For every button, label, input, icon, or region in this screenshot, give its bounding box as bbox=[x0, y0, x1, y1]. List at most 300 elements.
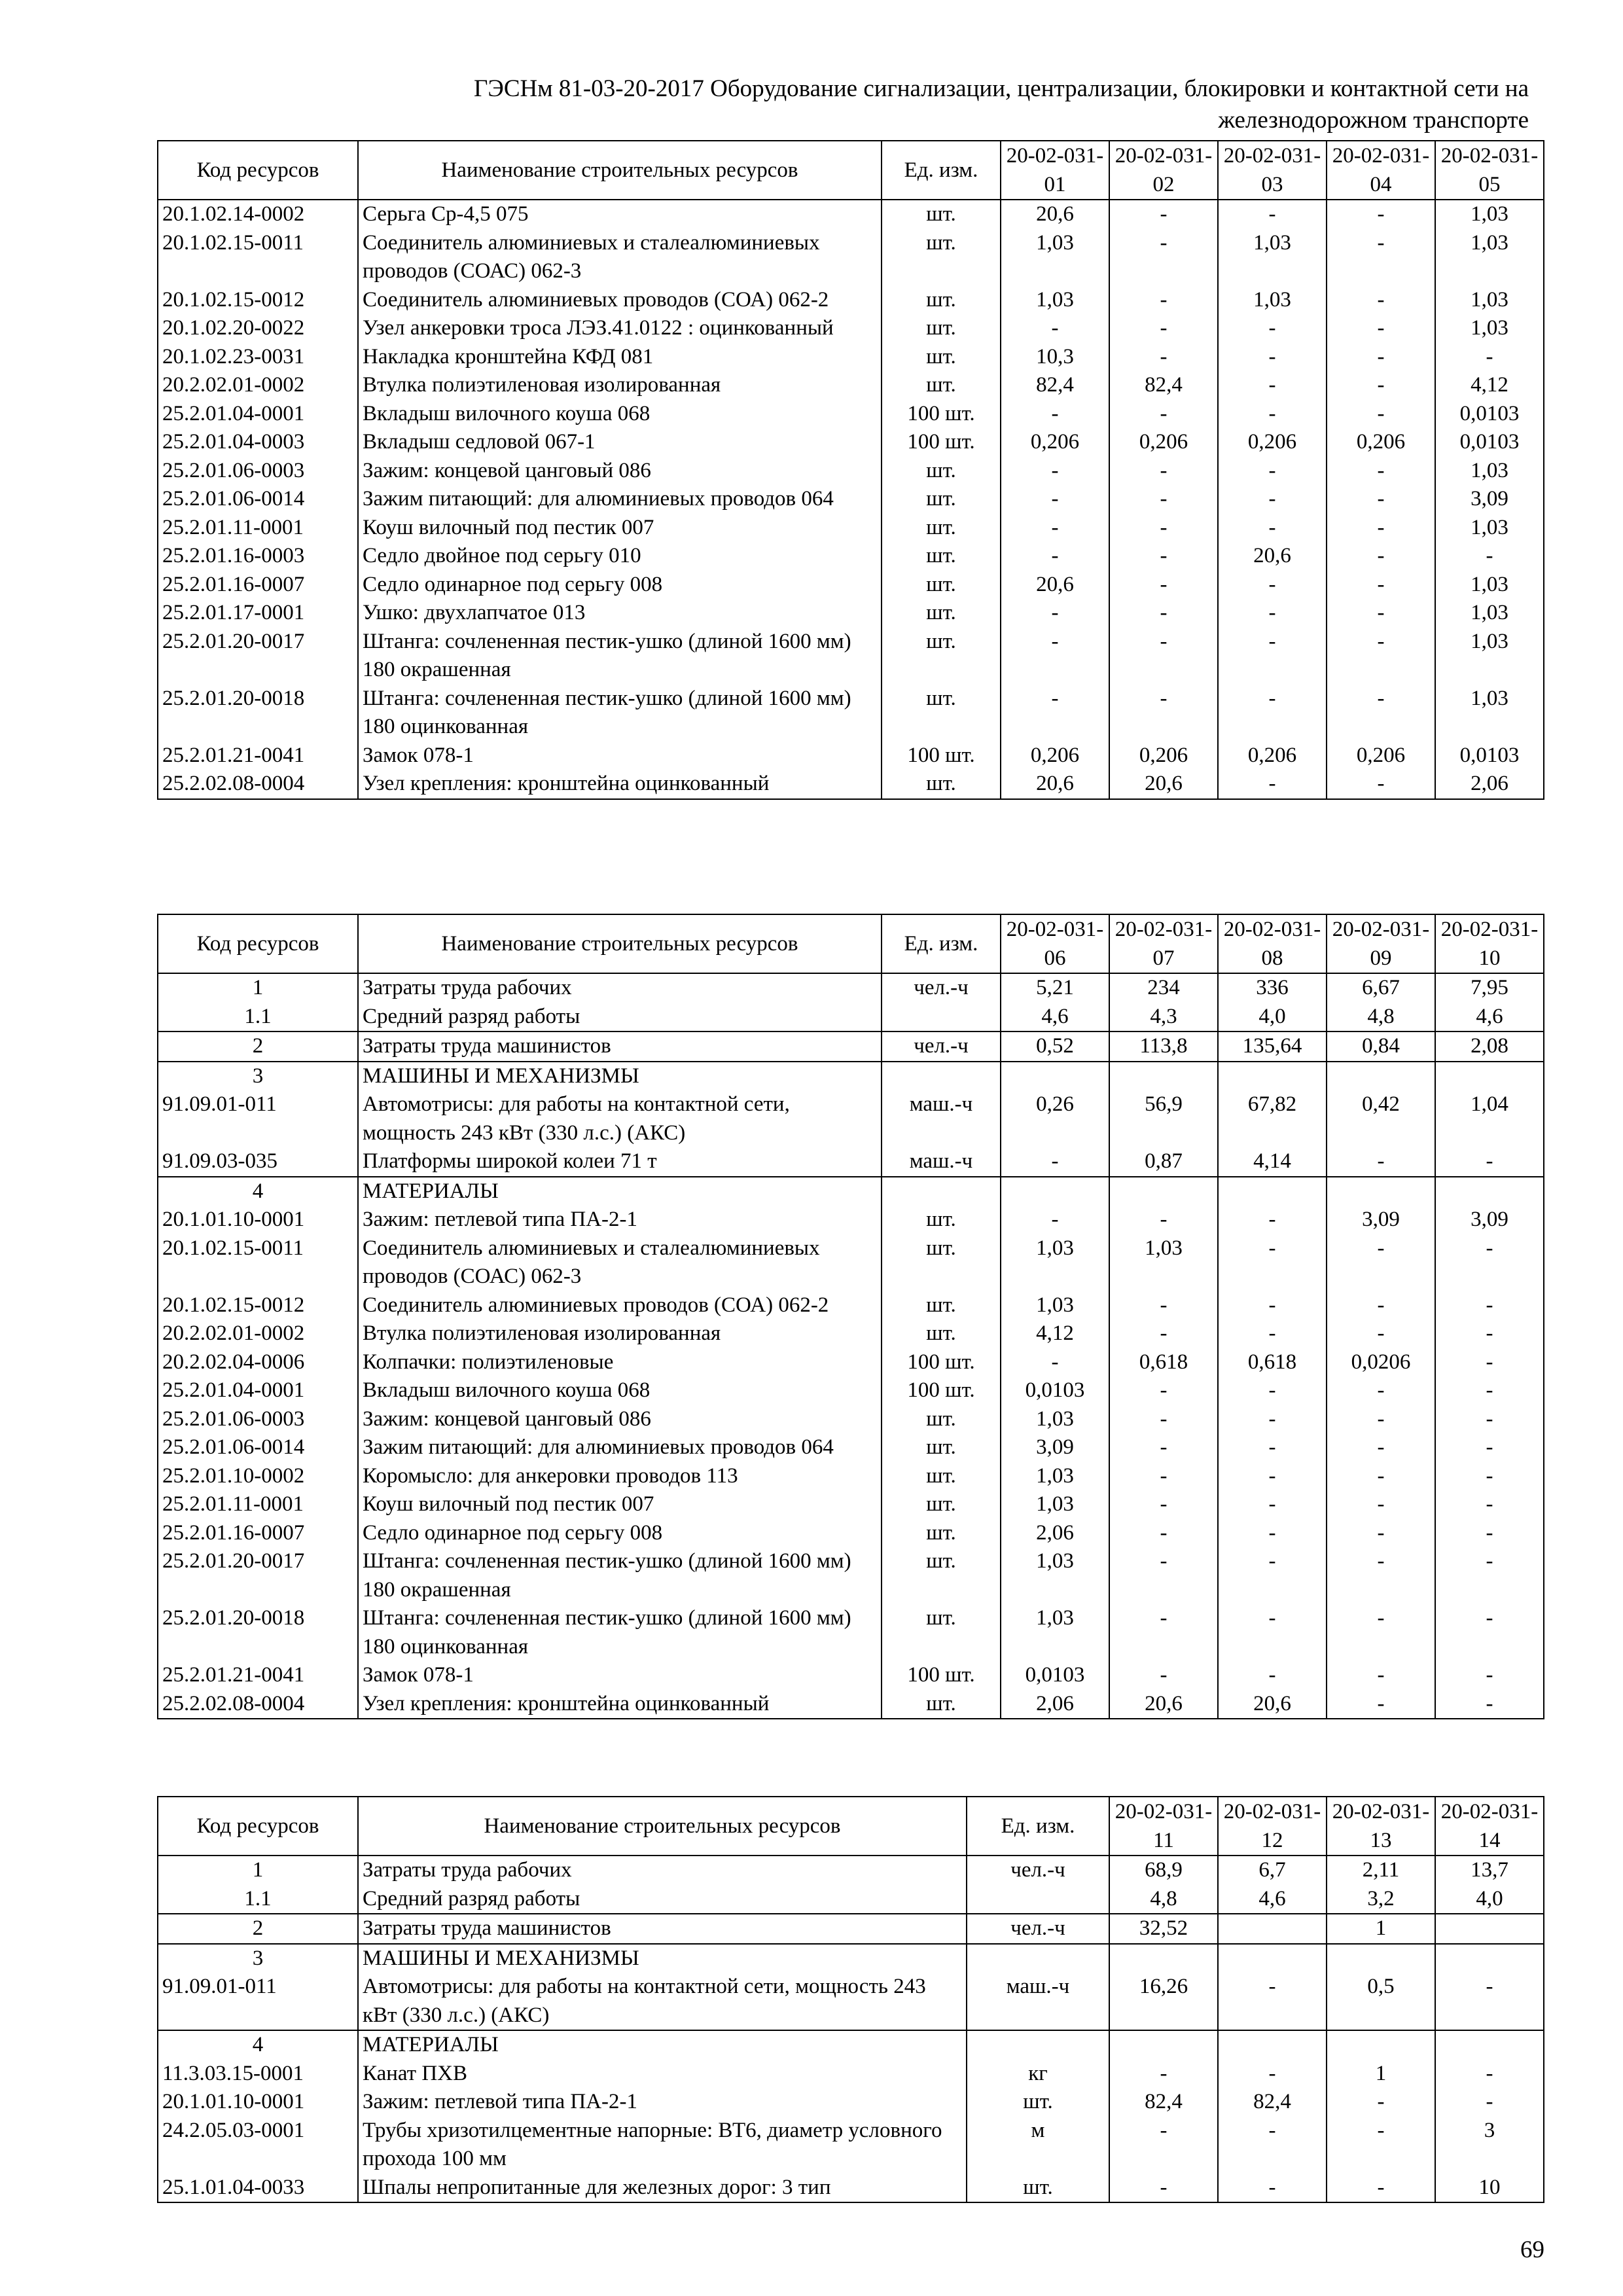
resource-value: - bbox=[1327, 685, 1435, 742]
resource-value: - bbox=[1001, 599, 1109, 628]
resource-code: 24.2.05.03-0001 bbox=[158, 2117, 358, 2174]
resource-value: 113,8 bbox=[1109, 1031, 1218, 1062]
resource-value: - bbox=[1435, 1519, 1544, 1548]
resource-code: 91.09.01-011 bbox=[158, 1973, 358, 2030]
resource-value: 234 bbox=[1109, 973, 1218, 1003]
table-row bbox=[158, 286, 1544, 315]
resource-unit: шт. bbox=[967, 2174, 1109, 2203]
resource-value bbox=[1435, 1062, 1544, 1091]
header-norm-code: 20-02-031-10 bbox=[1435, 914, 1544, 973]
resource-code: 20.1.02.20-0022 bbox=[158, 314, 358, 343]
resource-unit bbox=[967, 1885, 1109, 1914]
resource-name: Седло одинарное под серьгу 008 bbox=[358, 571, 882, 600]
table-row bbox=[158, 1973, 1544, 2030]
resource-value: 4,8 bbox=[1327, 1003, 1435, 1032]
resource-name: Соединитель алюминиевых и сталеалюминиевых проводов (СОАС) 062-3 bbox=[358, 1234, 882, 1291]
resource-value: - bbox=[1001, 514, 1109, 543]
header-norm-code: 20-02-031-01 bbox=[1001, 141, 1109, 200]
resource-value: - bbox=[1218, 1604, 1327, 1661]
header-code: Код ресурсов bbox=[158, 914, 358, 973]
page-header bbox=[151, 73, 1529, 136]
resource-value: - bbox=[1218, 200, 1327, 229]
table-row bbox=[158, 1031, 1544, 1062]
resource-value: 1,03 bbox=[1109, 1234, 1218, 1291]
table-row bbox=[158, 1206, 1544, 1234]
resource-value: - bbox=[1218, 314, 1327, 343]
resource-value: - bbox=[1109, 485, 1218, 514]
resource-value: 0,0103 bbox=[1001, 1661, 1109, 1690]
resource-value: - bbox=[1218, 1433, 1327, 1462]
resource-value: - bbox=[1435, 1319, 1544, 1348]
resource-value: 4,6 bbox=[1218, 1885, 1327, 1914]
resource-code: 20.1.02.15-0012 bbox=[158, 1291, 358, 1320]
resource-value: 1,03 bbox=[1435, 599, 1544, 628]
resource-value: - bbox=[1327, 1519, 1435, 1548]
resource-value bbox=[1109, 1062, 1218, 1091]
resource-unit: кг bbox=[967, 2060, 1109, 2089]
resource-unit: шт. bbox=[882, 599, 1001, 628]
resource-name: Автомотрисы: для работы на контактной сети, мощность 243 кВт (330 л.с.) (АКС) bbox=[358, 1973, 967, 2030]
resource-value: - bbox=[1109, 1661, 1218, 1690]
table-row bbox=[158, 742, 1544, 770]
resource-value: - bbox=[1109, 1319, 1218, 1348]
resource-value: 82,4 bbox=[1218, 2088, 1327, 2117]
resource-value: - bbox=[1109, 1462, 1218, 1491]
resource-value: 0,206 bbox=[1109, 428, 1218, 457]
resource-value: - bbox=[1218, 1490, 1327, 1519]
resource-name: Втулка полиэтиленовая изолированная bbox=[358, 371, 882, 400]
table-row bbox=[158, 1062, 1544, 1091]
resource-name: Штанга: сочлененная пестик-ушко (длиной 1600 мм) 180 окрашенная bbox=[358, 628, 882, 685]
resource-value: 0,618 bbox=[1218, 1348, 1327, 1377]
resource-code: 91.09.03-035 bbox=[158, 1147, 358, 1177]
resource-value: - bbox=[1327, 2088, 1435, 2117]
resource-value: 3,09 bbox=[1435, 485, 1544, 514]
resource-value: - bbox=[1109, 628, 1218, 685]
resource-unit: шт. bbox=[882, 1547, 1001, 1604]
resource-unit: шт. bbox=[882, 628, 1001, 685]
resource-name: Шпалы непропитанные для железных дорог: 3 тип bbox=[358, 2174, 967, 2203]
resource-value: - bbox=[1218, 685, 1327, 742]
resource-value: - bbox=[1435, 2060, 1544, 2089]
resource-value: - bbox=[1218, 1206, 1327, 1234]
resource-value: - bbox=[1435, 343, 1544, 372]
resource-unit: шт. bbox=[967, 2088, 1109, 2117]
resource-value: - bbox=[1218, 571, 1327, 600]
resource-value: 20,6 bbox=[1218, 542, 1327, 571]
resource-code: 25.2.01.04-0001 bbox=[158, 1376, 358, 1405]
header-unit: Ед. изм. bbox=[967, 1797, 1109, 1856]
resource-value: 2,08 bbox=[1435, 1031, 1544, 1062]
resource-unit: шт. bbox=[882, 542, 1001, 571]
resource-code: 25.2.01.16-0007 bbox=[158, 1519, 358, 1548]
table-row bbox=[158, 571, 1544, 600]
resource-value: 1 bbox=[1327, 1914, 1435, 1944]
resource-value: - bbox=[1218, 514, 1327, 543]
resource-value: - bbox=[1218, 1462, 1327, 1491]
resource-name: Узел анкеровки троса ЛЭЗ.41.0122 : оцинкованный bbox=[358, 314, 882, 343]
resource-code: 20.1.02.23-0031 bbox=[158, 343, 358, 372]
resource-value: 0,87 bbox=[1109, 1147, 1218, 1177]
resource-value: 1,03 bbox=[1001, 229, 1109, 286]
resource-value: 0,206 bbox=[1218, 742, 1327, 770]
resource-value: 67,82 bbox=[1218, 1090, 1327, 1147]
table-row bbox=[158, 1147, 1544, 1177]
resource-value: - bbox=[1218, 1319, 1327, 1348]
resource-value: 1,03 bbox=[1001, 1234, 1109, 1291]
resource-value: 0,84 bbox=[1327, 1031, 1435, 1062]
resource-value: 0,42 bbox=[1327, 1090, 1435, 1147]
resource-value: - bbox=[1327, 400, 1435, 429]
resource-name: Затраты труда машинистов bbox=[358, 1031, 882, 1062]
resource-name: Узел крепления: кронштейна оцинкованный bbox=[358, 770, 882, 799]
resource-unit: 100 шт. bbox=[882, 1661, 1001, 1690]
header-unit: Ед. изм. bbox=[882, 141, 1001, 200]
resource-value: - bbox=[1218, 1661, 1327, 1690]
resource-name: Втулка полиэтиленовая изолированная bbox=[358, 1319, 882, 1348]
resource-value: 0,52 bbox=[1001, 1031, 1109, 1062]
header-name: Наименование строительных ресурсов bbox=[358, 914, 882, 973]
resource-value bbox=[1327, 1062, 1435, 1091]
header-norm-code: 20-02-031-04 bbox=[1327, 141, 1435, 200]
resource-value bbox=[1435, 1177, 1544, 1206]
resource-unit: 100 шт. bbox=[882, 742, 1001, 770]
resource-name: Зажим: петлевой типа ПА-2-1 bbox=[358, 2088, 967, 2117]
resource-unit: маш.-ч bbox=[882, 1147, 1001, 1177]
header-row bbox=[158, 141, 1544, 200]
resource-value: - bbox=[1109, 314, 1218, 343]
resource-code: 25.2.01.04-0001 bbox=[158, 400, 358, 429]
resource-name: Серьга Ср-4,5 075 bbox=[358, 200, 882, 229]
table-row bbox=[158, 371, 1544, 400]
table-row bbox=[158, 1885, 1544, 1914]
resource-value: - bbox=[1218, 1519, 1327, 1548]
resource-unit: шт. bbox=[882, 457, 1001, 486]
resource-value bbox=[1218, 1944, 1327, 1973]
resource-value: 4,8 bbox=[1109, 1885, 1218, 1914]
resource-value: - bbox=[1327, 542, 1435, 571]
resource-value: 10 bbox=[1435, 2174, 1544, 2203]
resource-code: 20.1.02.15-0011 bbox=[158, 1234, 358, 1291]
resource-unit: шт. bbox=[882, 314, 1001, 343]
resource-value: - bbox=[1218, 2117, 1327, 2174]
resource-value: - bbox=[1435, 1348, 1544, 1377]
table-row bbox=[158, 514, 1544, 543]
resource-name: Коуш вилочный под пестик 007 bbox=[358, 514, 882, 543]
resource-unit: шт. bbox=[882, 1405, 1001, 1434]
resource-unit: шт. bbox=[882, 1234, 1001, 1291]
resource-value: - bbox=[1001, 628, 1109, 685]
resource-value: - bbox=[1327, 229, 1435, 286]
resource-unit: чел.-ч bbox=[967, 1856, 1109, 1885]
resource-value: - bbox=[1109, 1405, 1218, 1434]
resource-value: - bbox=[1218, 1234, 1327, 1291]
resource-unit: м bbox=[967, 2117, 1109, 2174]
resource-value: - bbox=[1327, 2117, 1435, 2174]
resource-value: - bbox=[1109, 400, 1218, 429]
resource-value: - bbox=[1001, 314, 1109, 343]
resource-value: - bbox=[1218, 371, 1327, 400]
resource-code: 25.2.01.06-0014 bbox=[158, 1433, 358, 1462]
resource-value: 68,9 bbox=[1109, 1856, 1218, 1885]
resource-value: - bbox=[1109, 571, 1218, 600]
resource-value bbox=[1001, 1177, 1109, 1206]
resource-unit bbox=[882, 1177, 1001, 1206]
resource-code: 2 bbox=[158, 1914, 358, 1944]
resource-unit: шт. bbox=[882, 514, 1001, 543]
resource-value: 0,5 bbox=[1327, 1973, 1435, 2030]
resource-value: - bbox=[1109, 286, 1218, 315]
resource-value bbox=[1327, 2030, 1435, 2060]
resource-value: 1 bbox=[1327, 2060, 1435, 2089]
resource-value: 1,03 bbox=[1001, 1291, 1109, 1320]
resource-name: Затраты труда машинистов bbox=[358, 1914, 967, 1944]
resource-value: - bbox=[1109, 1519, 1218, 1548]
resource-value: 1,04 bbox=[1435, 1090, 1544, 1147]
resource-value: - bbox=[1218, 1547, 1327, 1604]
resource-name: Вкладыш вилочного коуша 068 bbox=[358, 400, 882, 429]
resource-value: - bbox=[1327, 1690, 1435, 1719]
resource-unit: 100 шт. bbox=[882, 428, 1001, 457]
resource-code: 25.2.01.11-0001 bbox=[158, 514, 358, 543]
resource-value: - bbox=[1327, 571, 1435, 600]
resource-name: Штанга: сочлененная пестик-ушко (длиной 1600 мм) 180 оцинкованная bbox=[358, 1604, 882, 1661]
resource-value: 4,12 bbox=[1435, 371, 1544, 400]
resource-unit: чел.-ч bbox=[967, 1914, 1109, 1944]
resource-code: 1 bbox=[158, 1856, 358, 1885]
resource-code: 2 bbox=[158, 1031, 358, 1062]
table-row bbox=[158, 1690, 1544, 1719]
resource-value: 336 bbox=[1218, 973, 1327, 1003]
table-row bbox=[158, 685, 1544, 742]
resource-name: Седло одинарное под серьгу 008 bbox=[358, 1519, 882, 1548]
resource-value: - bbox=[1327, 1234, 1435, 1291]
table-row bbox=[158, 2174, 1544, 2203]
resource-value bbox=[1109, 1944, 1218, 1973]
resource-value: 0,0206 bbox=[1327, 1348, 1435, 1377]
resource-code: 20.1.02.15-0012 bbox=[158, 286, 358, 315]
resource-value: 0,206 bbox=[1327, 742, 1435, 770]
resource-value bbox=[1327, 1177, 1435, 1206]
table-row bbox=[158, 1914, 1544, 1944]
resource-unit: шт. bbox=[882, 1462, 1001, 1491]
resource-value: 2,06 bbox=[1001, 1519, 1109, 1548]
resource-value: - bbox=[1435, 542, 1544, 571]
resource-value: - bbox=[1109, 1291, 1218, 1320]
resource-code: 11.3.03.15-0001 bbox=[158, 2060, 358, 2089]
resource-code: 25.2.01.20-0018 bbox=[158, 685, 358, 742]
resource-name: Затраты труда рабочих bbox=[358, 1856, 967, 1885]
resource-name: Колпачки: полиэтиленовые bbox=[358, 1348, 882, 1377]
header-line-2: железнодорожном транспорте bbox=[1218, 107, 1529, 134]
resource-value: 1,03 bbox=[1435, 314, 1544, 343]
resource-value: - bbox=[1109, 200, 1218, 229]
resource-value bbox=[1435, 1914, 1544, 1944]
resource-unit: шт. bbox=[882, 1319, 1001, 1348]
resource-value: 0,206 bbox=[1109, 742, 1218, 770]
header-norm-code: 20-02-031-03 bbox=[1218, 141, 1327, 200]
resource-value: - bbox=[1327, 1147, 1435, 1177]
resource-code: 3 bbox=[158, 1944, 358, 1973]
header-unit: Ед. изм. bbox=[882, 914, 1001, 973]
resource-unit: шт. bbox=[882, 343, 1001, 372]
table-row bbox=[158, 1519, 1544, 1548]
header-norm-code: 20-02-031-11 bbox=[1109, 1797, 1218, 1856]
resource-name: МАТЕРИАЛЫ bbox=[358, 2030, 967, 2060]
resource-unit: шт. bbox=[882, 286, 1001, 315]
resource-value: - bbox=[1435, 1661, 1544, 1690]
resource-value: - bbox=[1435, 1405, 1544, 1434]
resource-unit bbox=[882, 1003, 1001, 1032]
resource-name: МАШИНЫ И МЕХАНИЗМЫ bbox=[358, 1944, 967, 1973]
resource-code: 25.1.01.04-0033 bbox=[158, 2174, 358, 2203]
resource-value: - bbox=[1109, 457, 1218, 486]
resource-value: - bbox=[1327, 314, 1435, 343]
resource-code: 25.2.01.16-0003 bbox=[158, 542, 358, 571]
header-line-1: ГЭСНм 81-03-20-2017 Оборудование сигнализации, централизации, блокировки и контактной сети на bbox=[474, 75, 1529, 102]
resource-value: 3,09 bbox=[1435, 1206, 1544, 1234]
resource-value: 1,03 bbox=[1218, 229, 1327, 286]
resource-value: - bbox=[1327, 1319, 1435, 1348]
header-norm-code: 20-02-031-13 bbox=[1327, 1797, 1435, 1856]
resource-value: - bbox=[1218, 485, 1327, 514]
resource-value: 20,6 bbox=[1001, 770, 1109, 799]
resource-value: 0,0103 bbox=[1435, 428, 1544, 457]
resource-name: Штанга: сочлененная пестик-ушко (длиной 1600 мм) 180 окрашенная bbox=[358, 1547, 882, 1604]
resource-value: 1,03 bbox=[1435, 286, 1544, 315]
resource-name: Коуш вилочный под пестик 007 bbox=[358, 1490, 882, 1519]
resource-code: 20.2.02.01-0002 bbox=[158, 1319, 358, 1348]
resource-value: 82,4 bbox=[1109, 2088, 1218, 2117]
resource-value: 20,6 bbox=[1001, 571, 1109, 600]
table-row bbox=[158, 628, 1544, 685]
table-row bbox=[158, 1547, 1544, 1604]
resource-unit: 100 шт. bbox=[882, 400, 1001, 429]
resource-value: 3,09 bbox=[1001, 1433, 1109, 1462]
resource-value: - bbox=[1109, 229, 1218, 286]
resources-table-3 bbox=[157, 1796, 1544, 2203]
resource-code: 25.2.01.06-0003 bbox=[158, 1405, 358, 1434]
header-norm-code: 20-02-031-07 bbox=[1109, 914, 1218, 973]
resource-value: 1,03 bbox=[1001, 1490, 1109, 1519]
resource-value: - bbox=[1001, 485, 1109, 514]
table-row bbox=[158, 770, 1544, 799]
table-row bbox=[158, 973, 1544, 1003]
resource-unit: шт. bbox=[882, 571, 1001, 600]
resource-value bbox=[1218, 1914, 1327, 1944]
resource-code: 25.2.02.08-0004 bbox=[158, 1690, 358, 1719]
resource-value: 1,03 bbox=[1435, 457, 1544, 486]
resource-unit: чел.-ч bbox=[882, 1031, 1001, 1062]
resource-code: 25.2.01.17-0001 bbox=[158, 599, 358, 628]
resource-code: 1.1 bbox=[158, 1885, 358, 1914]
resource-name: Канат ПХВ bbox=[358, 2060, 967, 2089]
resource-value bbox=[1435, 2030, 1544, 2060]
resource-name: Замок 078-1 bbox=[358, 742, 882, 770]
header-code: Код ресурсов bbox=[158, 141, 358, 200]
resource-value bbox=[1218, 2030, 1327, 2060]
resource-value: - bbox=[1327, 286, 1435, 315]
table-row bbox=[158, 2060, 1544, 2089]
resource-value: 1,03 bbox=[1435, 200, 1544, 229]
resource-value: - bbox=[1109, 542, 1218, 571]
resource-unit bbox=[967, 2030, 1109, 2060]
resource-unit bbox=[967, 1944, 1109, 1973]
resource-unit: шт. bbox=[882, 685, 1001, 742]
resource-value: - bbox=[1327, 1462, 1435, 1491]
resource-value: - bbox=[1327, 1547, 1435, 1604]
resource-unit: шт. bbox=[882, 371, 1001, 400]
resource-unit: шт. bbox=[882, 1690, 1001, 1719]
resource-name: Узел крепления: кронштейна оцинкованный bbox=[358, 1690, 882, 1719]
resource-value: - bbox=[1327, 599, 1435, 628]
resource-value: - bbox=[1001, 1206, 1109, 1234]
resource-value: 0,206 bbox=[1001, 742, 1109, 770]
resource-code: 20.1.02.14-0002 bbox=[158, 200, 358, 229]
resource-value: - bbox=[1327, 1291, 1435, 1320]
resource-value: - bbox=[1435, 1376, 1544, 1405]
resource-name: Соединитель алюминиевых проводов (СОА) 062-2 bbox=[358, 286, 882, 315]
resource-value: 7,95 bbox=[1435, 973, 1544, 1003]
resource-value: - bbox=[1435, 1490, 1544, 1519]
header-norm-code: 20-02-031-14 bbox=[1435, 1797, 1544, 1856]
resource-value: 0,206 bbox=[1001, 428, 1109, 457]
resource-unit bbox=[882, 1062, 1001, 1091]
resource-value: 0,206 bbox=[1218, 428, 1327, 457]
resource-code: 20.1.01.10-0001 bbox=[158, 2088, 358, 2117]
resource-value: - bbox=[1435, 1291, 1544, 1320]
resource-value: - bbox=[1435, 1690, 1544, 1719]
resource-value: - bbox=[1327, 1405, 1435, 1434]
resource-unit: шт. bbox=[882, 485, 1001, 514]
resource-value: - bbox=[1218, 628, 1327, 685]
header-norm-code: 20-02-031-05 bbox=[1435, 141, 1544, 200]
resource-name: Вкладыш вилочного коуша 068 bbox=[358, 1376, 882, 1405]
resource-unit: 100 шт. bbox=[882, 1376, 1001, 1405]
resource-value: 4,0 bbox=[1218, 1003, 1327, 1032]
resources-table-1 bbox=[157, 140, 1544, 800]
resource-value: 0,0103 bbox=[1435, 742, 1544, 770]
resource-value: - bbox=[1001, 1348, 1109, 1377]
resource-value: 1,03 bbox=[1001, 1462, 1109, 1491]
resource-value: - bbox=[1435, 1147, 1544, 1177]
resource-value: 82,4 bbox=[1001, 371, 1109, 400]
resource-code: 25.2.01.06-0003 bbox=[158, 457, 358, 486]
resource-code: 20.1.01.10-0001 bbox=[158, 1206, 358, 1234]
resource-value: 13,7 bbox=[1435, 1856, 1544, 1885]
resource-value: - bbox=[1218, 2060, 1327, 2089]
table-row bbox=[158, 1234, 1544, 1291]
resource-name: Зажим питающий: для алюминиевых проводов 064 bbox=[358, 1433, 882, 1462]
resource-value: 135,64 bbox=[1218, 1031, 1327, 1062]
resource-value: 56,9 bbox=[1109, 1090, 1218, 1147]
table-row bbox=[158, 229, 1544, 286]
resource-value: 20,6 bbox=[1109, 770, 1218, 799]
resource-value: 2,11 bbox=[1327, 1856, 1435, 1885]
resource-value: 0,0103 bbox=[1435, 400, 1544, 429]
resource-value: - bbox=[1218, 457, 1327, 486]
header-code: Код ресурсов bbox=[158, 1797, 358, 1856]
resource-value: - bbox=[1109, 1547, 1218, 1604]
resource-value: 20,6 bbox=[1109, 1690, 1218, 1719]
resource-value: - bbox=[1109, 1376, 1218, 1405]
table-row bbox=[158, 1944, 1544, 1973]
resource-value bbox=[1218, 1177, 1327, 1206]
resource-value: 1,03 bbox=[1435, 229, 1544, 286]
resource-unit: шт. bbox=[882, 229, 1001, 286]
resource-unit: шт. bbox=[882, 1291, 1001, 1320]
resource-code: 25.2.01.06-0014 bbox=[158, 485, 358, 514]
